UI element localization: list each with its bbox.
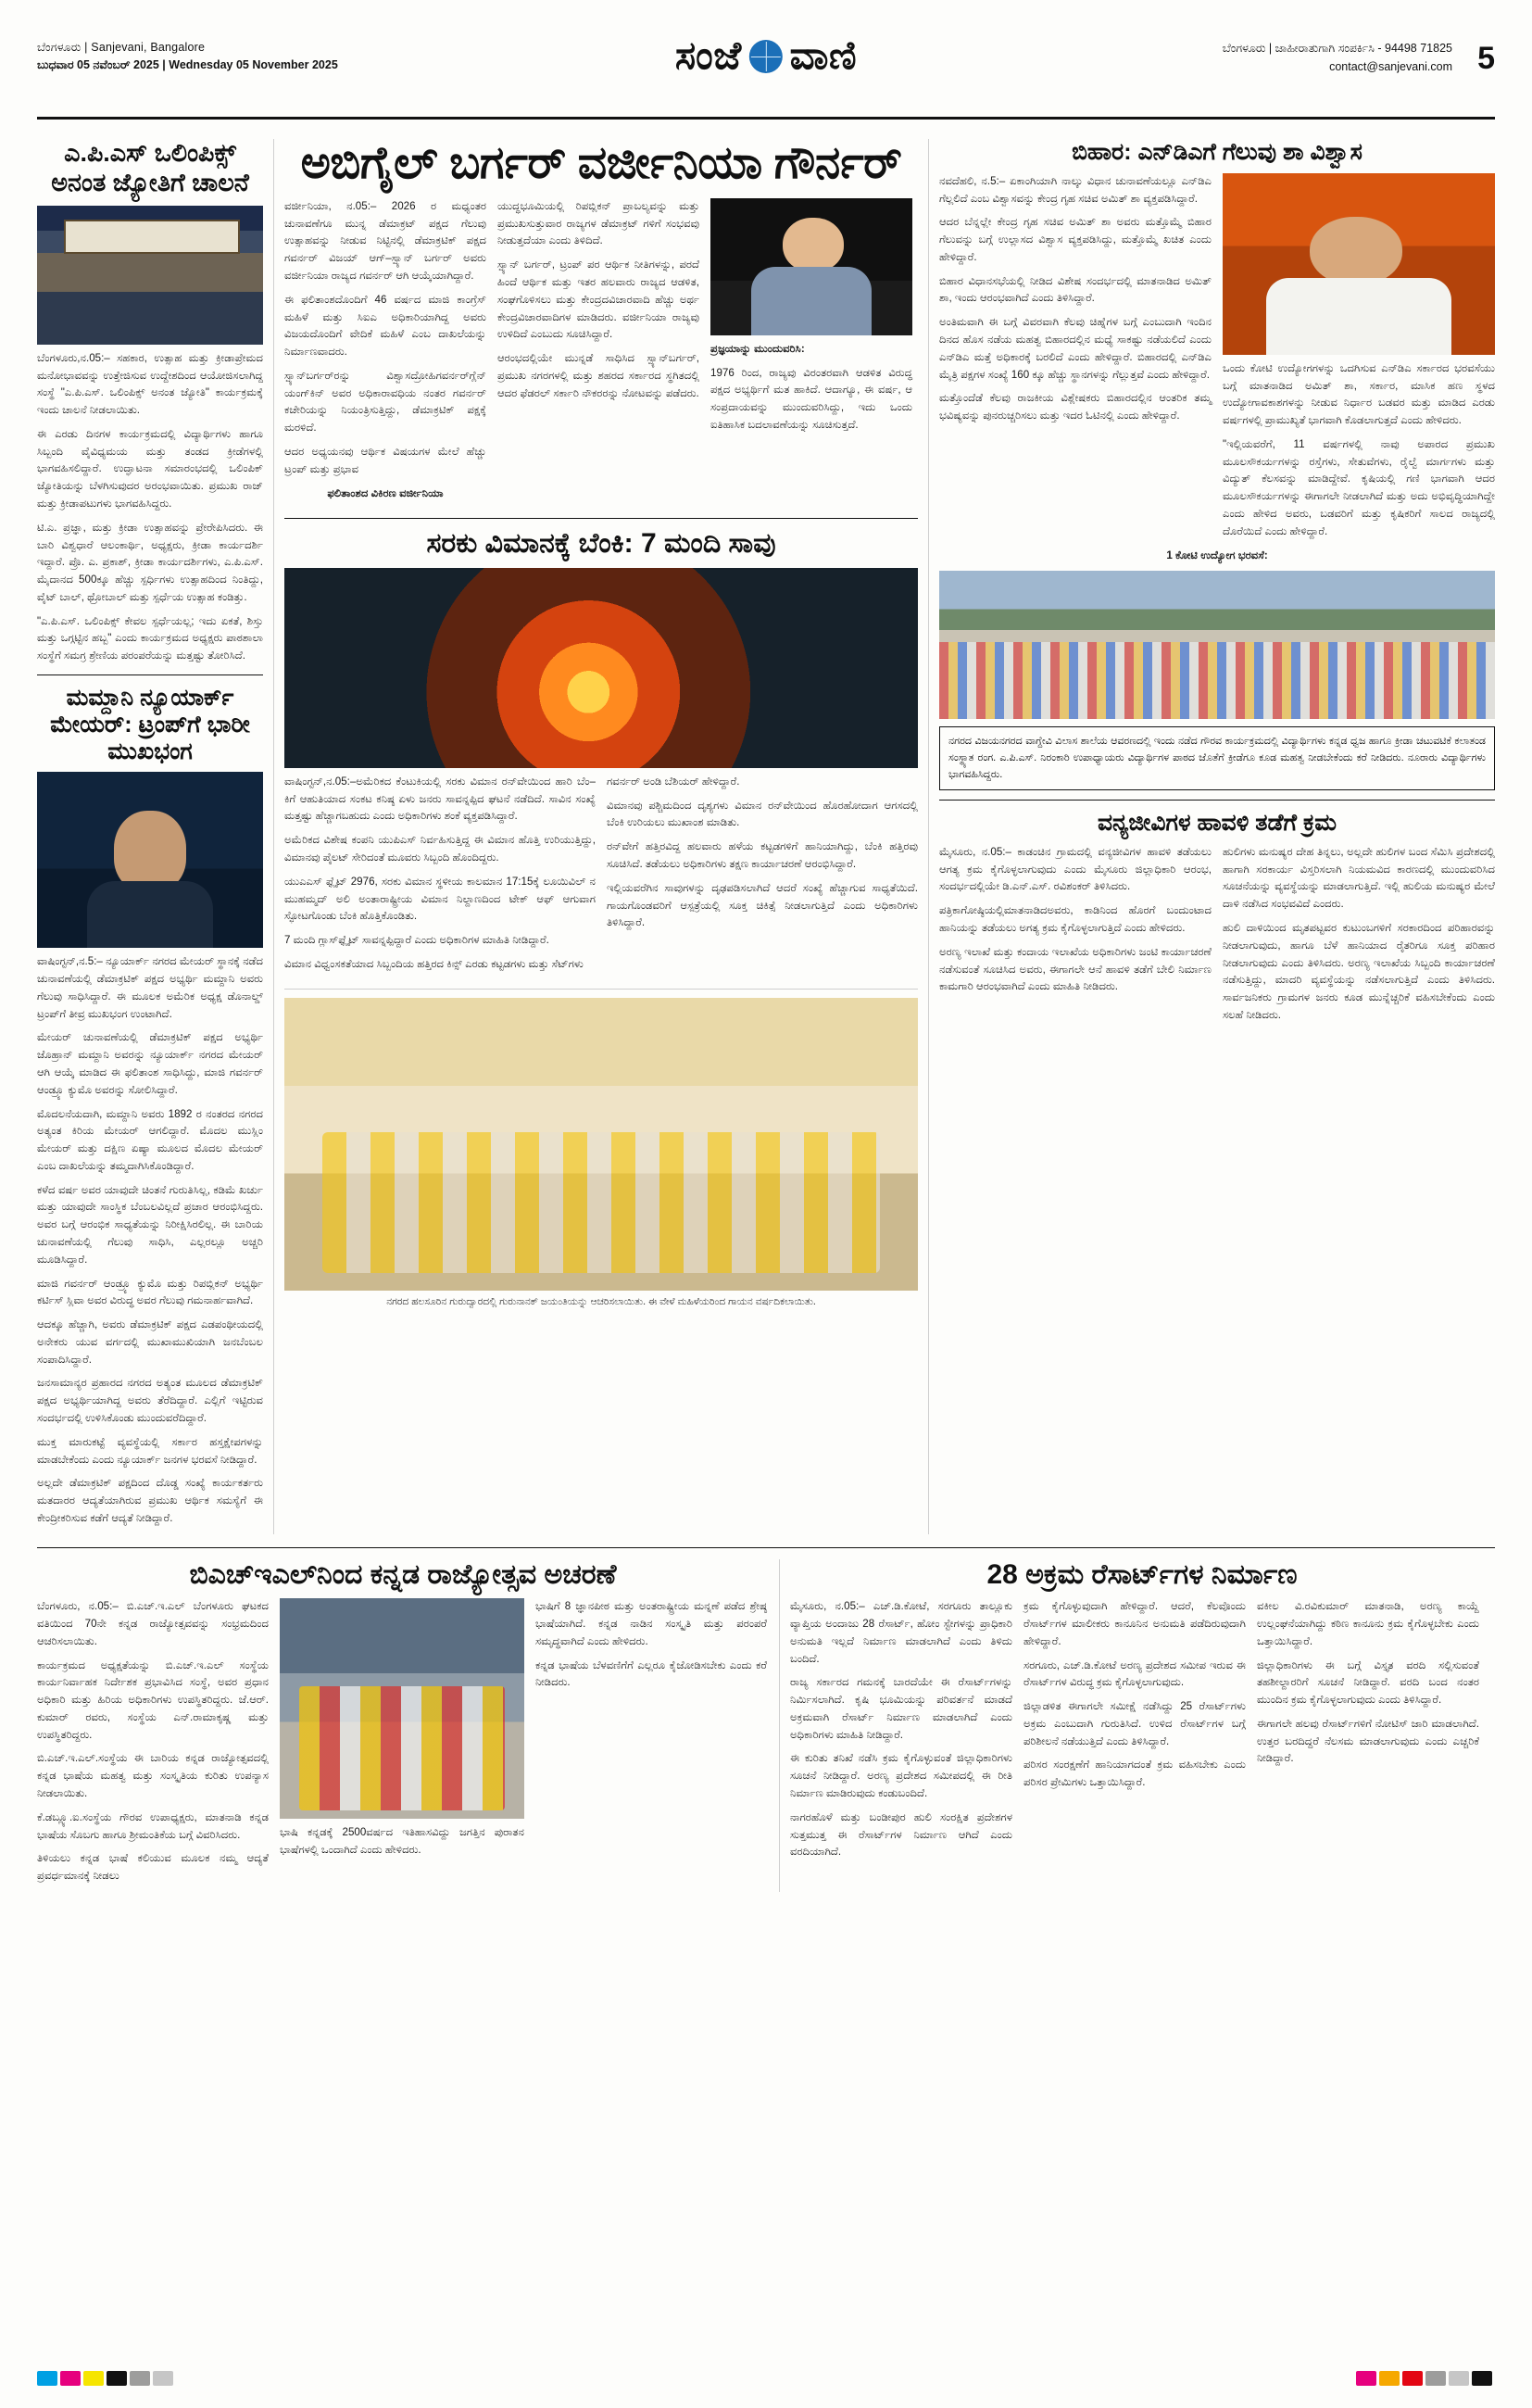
swatch-black [107, 2371, 127, 2386]
bihar-headline: ಬಿಹಾರ: ಎನ್‌ಡಿಎಗೆ ಗೆಲುವು ಶಾ ವಿಶ್ವಾಸ [1072, 139, 1362, 165]
masthead-edition-en: ಬೆಂಗಳೂರು | Sanjevani, Bangalore [37, 41, 206, 54]
swatch-red [1402, 2371, 1423, 2386]
column-divider [928, 139, 929, 1534]
wildlife-text-left [939, 844, 1212, 1031]
fire-rpara-1: ಗವರ್ನರ್ ಅಂಡಿ ಬೆಶಿಯರ್ ಹೇಳಿದ್ದಾರೆ. [607, 775, 740, 788]
masthead-left-info [37, 39, 338, 75]
mass-gathering-photo [939, 571, 1495, 719]
divider [37, 674, 263, 675]
crowd-box-caption: ನಗರದ ವಿಜಯನಗರದ ವಾಗ್ದೇವಿ ವಿಲಾಸ ಶಾಲೆಯ ಆವರಣದಲ್ಲಿ ಇಂದು ನಡೆದ ಗೌರವ ಕಾರ್ಯಕ್ರಮದಲ್ಲಿ ವಿದ್ಯಾರ್ಥಿಗಳು ಕನ್ನಡ ಧ್ವಜ ಹಾಗೂ ಕ್ರೀಡಾ ಚಟುವಟಿಕೆ ಕಲಾತಂಡ ಸಂಸ್ಥ್ಯಾತ ರಂಗ. ಎ.ಪಿ.ಎಸ್. ನಿರಂಕಾರಿ ಉಪಾಧ್ಯಾಯರು ವಿದ್ಯಾರ್ಥಿಗಳ ಪಾಠದ ಜೊತೆಗೆ ಕ್ರೀಡೆಗೂ ಕೂಡ ಮಹತ್ವ ನೀಡಬೇಕೆಂದು ಕರೆ ನೀಡಿದರು. ನೂರಾರು ವಿದ್ಯಾರ್ಥಿಗಳು ಭಾಗವಹಿಸಿದ್ದರು. [939, 726, 1495, 790]
swatches-left [37, 2371, 1495, 2386]
abigail-spanberger-photo [710, 198, 912, 335]
fire-para-4: 7 ಮಂದಿ ಗ್ಲಾಸ್‌ಫ್ಲೈಟ್ ಸಾವನ್ನಪ್ಪಿದ್ದಾರೆ ಎಂದು ಅಧಿಕಾರಿಗಳ ಮಾಹಿತಿ ನೀಡಿದ್ದಾರೆ. [284, 934, 549, 947]
resorts-headline: 28 ಅಕ್ರಮ ರೆಸಾರ್ಟ್‌ಗಳ ನಿರ್ಮಾಣ [986, 1558, 1298, 1590]
bhel-para-6: ಭಾಷಿಗೆ 8 ಜ್ಞಾನಪೀಠ ಮತ್ತು ಅಂತರಾಷ್ಟ್ರೀಯ ಮನ್ನಣೆ ಪಡೆದ ಶ್ರೇಷ್ಠ ಭಾಷೆಯಾಗಿದೆ. ಕನ್ನಡ ನಾಡಿನ ಸಂಸ್ಕೃತಿ ಮತ್ತು ಪರಂಪರೆ ಸಮೃದ್ಧವಾಗಿದೆ ಎಂದು ಹೇಳಿದರು. [535, 1600, 767, 1647]
wildlife-rpara-2: ಹುಲಿ ದಾಳಿಯಿಂದ ಮೃತಪಟ್ಟವರ ಕುಟುಂಬಗಳಿಗೆ ಸರಕಾರದಿಂದ ಪರಿಹಾರವನ್ನು ನೀಡಲಾಗುವುದು, ಹಾಗೂ ಬೆಳೆ ಹಾನಿಯಾದ ರೈತರಿಗೂ ಸೂಕ್ತ ಪರಿಹಾರ ನೀಡಲಾಗುವುದು ಎಂದು ತಿಳಿಸಿದರು. ಅರಣ್ಯ ಇಲಾಖೆಯ ಸಿಬ್ಬಂದಿ ಕಾರ್ಯಾಚರಣೆ ನಡೆಸುತ್ತಿದ್ದು, ಮಾದರಿ ವ್ಯವಸ್ಥೆಯನ್ನು ನಡೆಸಲಾಗುತ್ತಿದೆ ಎಂದು ತಿಳಿಸಿದರು. ಸಾರ್ವಜನಿಕರು ಗ್ರಾಮಗಳ ಜನರು ಕೂಡ ಮುನ್ನೆಚ್ಚರಿಕೆ ವಹಿಸಬೇಕೆಂದು ಎಂದು ಸಲಹೆ ನೀಡಿದರು. [1223, 922, 1495, 1021]
divider [284, 518, 918, 519]
abigail-para-1: ವರ್ಜೀನಿಯಾ, ನ.05:– 2026 ರ ಮಧ್ಯಂತರ ಚುನಾವಣೆಗೂ ಮುನ್ನ ಡೆಮಾಕ್ರಟ್ ಪಕ್ಷದ ಗೆಲುವು ಉತ್ಸಾಹವನ್ನು ನೀಡುವ ನಿಟ್ಟಿನಲ್ಲಿ ಡೆಮಾಕ್ರಟಿಕ್ ಪಕ್ಷದ ಗವರ್ನರ್ ವಿಜಯ್ ಆಗ್–ಸ್ಪ್ಯಾನ್ ಬರ್ಗರ್ ಅವರು ವರ್ಜೀನಿಯಾ ರಾಜ್ಯದ ಗವರ್ನರ್ ಆಗಿ ಆಯ್ಕೆಯಾಗಿದ್ದಾರೆ. [284, 199, 486, 283]
column-divider [779, 1559, 780, 1892]
masthead-email: contact@sanjevani.com [1329, 60, 1452, 73]
aps-para-3: ಟಿ.ಎ. ಪ್ರಜ್ಞಾ, ಮತ್ತು ಕ್ರೀಡಾ ಉತ್ಸಾಹವನ್ನು ಪ್ರೇರೇಪಿಸಿದರು. ಈ ಬಾರಿ ವಿಶ್ವಧಾರೆ ಆಲಂಕಾರ್ಥಿ, ಅಧ್ಯಕ್ಷರು, ಕ್ರೀಡಾ ಕಾರ್ಯದರ್ಶಿ ಇದ್ದಾರೆ. ಪ್ರೊ. ಎ. ಪ್ರಕಾಶ್, ಕ್ರೀಡಾ ಕಾರ್ಯದರ್ಶಿಗಳು, ಎ.ಪಿ.ಎಸ್. ಮೈದಾನದ 500ಕ್ಕೂ ಹೆಚ್ಚು ಸ್ಪರ್ಧಿಗಳು ಉತ್ಸಾಹದಿಂದ ನಿಂತಿದ್ದು, ವೈಟ್ ಬಾಲ್, ಥ್ರೋಬಾಲ್ ಮತ್ತು ಸ್ಪರ್ಧೆಯ ಉತ್ಸಾಹ ಕಂಡಿತ್ತು. [37, 521, 263, 603]
mamdani-para-5: ಮಾಜಿ ಗವರ್ನರ್ ಆಂಡ್ರ್ಯೂ ಕ್ಯುಮೊ ಮತ್ತು ರಿಪಬ್ಲಿಕನ್ ಅಭ್ಯರ್ಥಿ ಕರ್ಟಿಸ್ ಸ್ಲಿವಾ ಅವರ ವಿರುದ್ಧ ಅವರ ಗೆಲುವು ಗಮನಾರ್ಹವಾಗಿದೆ. [37, 1277, 263, 1307]
resorts-col-1 [790, 1598, 1012, 1868]
bhel-headline: ಬಿಎಚ್‌ಇಎಲ್‌ನಿಂದ ಕನ್ನಡ ರಾಜ್ಯೋತ್ಸವ ಅಚರಣೆ [189, 1558, 617, 1590]
swatch-light-grey-2 [1449, 2371, 1469, 2386]
fire-rpara-2: ವಿಮಾನವು ಪಶ್ಚಿಮದಿಂದ ದೃಶ್ಯಗಳು ವಿಮಾನ ರನ್‌ವೇಯಿಂದ ಹೊರಹೋದಾಗ ಆಗಸದಲ್ಲಿ ಬೆಂಕಿ ಉರಿಯಲು ಮುಖಾಂಶ ಮಾಡಿತು. [607, 799, 918, 829]
swatch-black-2 [1472, 2371, 1492, 2386]
mamdani-headline: ಮಮ್ದಾನಿ ನ್ಯೂಯಾರ್ಕ್ ಮೇಯರ್: ಟ್ರಂಪ್‌ಗೆ ಭಾರೀ ಮುಖಭಂಗ [50, 685, 250, 764]
resorts-para-3: ಈ ಕುರಿತು ತನಿಖೆ ನಡೆಸಿ ಕ್ರಮ ಕೈಗೊಳ್ಳುವಂತೆ ಜಿಲ್ಲಾಧಿಕಾರಿಗಳು ಸೂಚನೆ ನೀಡಿದ್ದಾರೆ. ಅರಣ್ಯ ಪ್ರದೇಶದ ಸಮೀಪದಲ್ಲಿ ಈ ರೀತಿ ನಿರ್ಮಾಣ ಮಾಡಿರುವುದು ಕಂಡುಬಂದಿದೆ. [790, 1752, 1012, 1799]
abigail-text-left [284, 198, 486, 510]
abigail-photo-col [710, 198, 912, 510]
bihar-para-1: ನವದೆಹಲಿ, ನ.5:– ಏಕಾಂಗಿಯಾಗಿ ನಾಲ್ಕು ವಿಧಾನ ಚುನಾವಣೆಯಲ್ಲೂ ಎನ್‌ಡಿಎ ಗೆಲ್ಲಲಿದೆ ಎಂಬ ವಿಶ್ವಾಸವನ್ನು ಕೇಂದ್ರ ಗೃಹ ಸಚಿವ ಅಮಿತ್ ಶಾ ವ್ಯಕ್ತಪಡಿಸಿದ್ದಾರೆ. [939, 174, 1212, 205]
swatch-grey [130, 2371, 150, 2386]
swatch-orange [1379, 2371, 1400, 2386]
bhel-photo-col [280, 1598, 524, 1892]
cargo-fire-headline: ಸರಕು ವಿಮಾನಕ್ಕೆ ಬೆಂಕಿ: 7 ಮಂದಿ ಸಾವು [426, 528, 776, 560]
section-divider [37, 1547, 1495, 1548]
abigail-headline: ಅಬಿಗೈಲ್ ಬರ್ಗರ್ ವರ್ಜೀನಿಯಾ ಗೌರ್ನರ್ [300, 138, 902, 188]
bhel-para-3: ಬಿ.ಎಚ್.ಇ.ಎಲ್.ಸಂಸ್ಥೆಯ ಈ ಬಾರಿಯ ಕನ್ನಡ ರಾಜ್ಯೋತ್ಸವದಲ್ಲಿ ಕನ್ನಡ ಭಾಷೆಯ ಮಹತ್ವ ಮತ್ತು ಸಂಸ್ಕೃತಿಯ ಕುರಿತು ಉಪನ್ಯಾಸ ನೀಡಲಾಯಿತು. [37, 1752, 269, 1799]
mamdani-para-6: ಆದಕ್ಕೂ ಹೆಚ್ಚಾಗಿ, ಅವರು ಡೆಮಾಕ್ರಟಿಕ್ ಪಕ್ಷದ ಎಡಪಂಥೀಯದಲ್ಲಿ ಅನೇಕರು ಯುವ ವರ್ಗದಲ್ಲಿ ಮುಖಾಮುಖಿಯಾಗಿ ಜನಬೆಂಬಲ ಸಂಪಾದಿಸಿದ್ದಾರೆ. [37, 1318, 263, 1366]
resorts-para-9: ವಕೀಲ ವಿ.ರವಿಕುಮಾರ್ ಮಾತನಾಡಿ, ಅರಣ್ಯ ಕಾಯ್ದೆ ಉಲ್ಲಂಘನೆಯಾಗಿದ್ದು ಕಠಿಣ ಕಾನೂನು ಕ್ರಮ ಕೈಗೊಳ್ಳಬೇಕು ಎಂದು ಒತ್ತಾಯಿಸಿದ್ದಾರೆ. [1257, 1600, 1479, 1647]
resorts-para-1: ಮೈಸೂರು, ನ.05:– ಎಚ್.ಡಿ.ಕೋಟೆ, ಸರಗೂರು ತಾಲ್ಲೂಕು ವ್ಯಾಪ್ತಿಯ ಅಂದಾಜು 28 ರೆಸಾರ್ಟ್, ಹೋಂ ಸ್ಟೇಗಳನ್ನು ಪ್ರಾಧಿಕಾರಿ ಅನುಮತಿ ಇಲ್ಲದೆ ನಿರ್ಮಾಣ ಮಾಡಲಾಗಿದೆ ಎಂದು ತಿಳಿದು ಬಂದಿದೆ. [790, 1600, 1012, 1665]
masthead-title-part2: ವಾಣಿ [789, 33, 858, 77]
abigail-fact-title: ಪ್ರಜ್ಞಯಾನ್ನು ಮುಂದುವರಿಸಿ: [710, 342, 805, 355]
wildlife-rpara-1: ಹುಲಿಗಳು ಮನುಷ್ಯರ ದೇಹ ತಿನ್ನಲು, ಅಲ್ಲದೇ ಹುಲಿಗಳ ಬಂದ ಸೆಮಿಸಿ ಪ್ರದೇಶದಲ್ಲಿ ಹಾಗಾಗಿ ಸರಕಾರ್ಯ ವಿಸ್ತರಿಸಲಾಗಿ ನಿಯಮವಿದ ಕಾರಣದಲ್ಲಿ ಮುಂದುವರಿಸಿದ ಸೂಚನೆಯನ್ನು ವ್ಯವಸ್ಥೆಯನ್ನು ಮಾಡಲಾಗುತ್ತಿದೆ. ಇಲ್ಲಿ ಹುಲಿಯ ಮನುಷ್ಯರ ಮೇಲೆ ದಾಳಿ ನಡೆಸಿದ ಸಂಭವವಿದೆ ಎಂದರು. [1223, 845, 1495, 911]
column-divider [273, 139, 274, 1534]
page-number: 5 [1477, 41, 1495, 76]
masthead-contact [1223, 39, 1452, 76]
fire-rpara-4: ಇಲ್ಲಿಯವರೆಗಿನ ಸಾವುಗಳನ್ನು ದೃಢಪಡಿಸಲಾಗಿದೆ ಆದರೆ ಸಂಖ್ಯೆ ಹೆಚ್ಚಾಗುವ ಸಾಧ್ಯತೆಯಿದೆ. ಗಾಯಗೊಂಡವರಿಗೆ ಆಸ್ಪತ್ರೆಯಲ್ಲಿ ಸೂಕ್ತ ಚಿಕಿತ್ಸೆ ನೀಡಲಾಗುತ್ತಿದೆ ಎಂದು ಅಧಿಕಾರಿಗಳು ತಿಳಿಸಿದ್ದಾರೆ. [607, 881, 918, 929]
bihar-right-2: "ಇಲ್ಲಿಯವರೆಗೆ, 11 ವರ್ಷಗಳಲ್ಲಿ ನಾವು ಅಪಾರದ ಪ್ರಮುಖ ಮೂಲಸೌಕರ್ಯಗಳನ್ನು ರಸ್ತೆಗಳು, ಸೇತುವೆಗಳು, ರೈಲ್ವೆ ಮಾರ್ಗಗಳು ಮತ್ತು ವಿದ್ಯುತ್ ಕೆಲಸವನ್ನು ಮಾಡಿದ್ದೇವೆ. ಕೃಷಿಯಲ್ಲಿ ಗಣಿ ಭಾಗವಾಗಿ ಆದರ ಮೂಲಸೌಕರ್ಯಗಳನ್ನು ಈಗಾಗಲೇ ನೀಡಲಾಗಿದೆ ಮತ್ತು ಅದು ಅಭಿವೃದ್ಧಿಯಾಗಿದ್ದೇ ಎಂದು ಹೇಳಿದ ಅವರು, ಬಡವರಿಗೆ ಮತ್ತು ಕೃಷಿಕರಿಗೆ ಸಾಲದ ರಾಜ್ಯದಲ್ಲಿ ದೊರೆಯಿದೆ ಎಂದು ಹೇಳಿದ್ದಾರೆ. [1223, 437, 1495, 537]
gurudwara-kirtan-photo [284, 998, 918, 1291]
swatch-grey-2 [1425, 2371, 1446, 2386]
resorts-para-2: ರಾಜ್ಯ ಸರ್ಕಾರದ ಗಮನಕ್ಕೆ ಬಾರದೆಯೇ ಈ ರೆಸಾರ್ಟ್‌ಗಳನ್ನು ನಿರ್ಮಿಸಲಾಗಿದೆ. ಕೃಷಿ ಭೂಮಿಯನ್ನು ಪರಿವರ್ತನೆ ಮಾಡದೆ ಅಕ್ರಮವಾಗಿ ರೆಸಾರ್ಟ್ ನಿರ್ಮಾಣ ಮಾಡಲಾಗಿದೆ ಎಂದು ಅಧಿಕಾರಿಗಳು ಮಾಹಿತಿ ನೀಡಿದ್ದಾರೆ. [790, 1676, 1012, 1741]
abigail-mid-1: ಯುದ್ಧಭೂಮಿಯಲ್ಲಿ ರಿಪಬ್ಲಿಕನ್ ಪ್ರಾಬಲ್ಯವನ್ನು ಮತ್ತು ಪ್ರಮುಖಸುತ್ತುವಾರ ರಾಜ್ಯಗಳ ಡೆಮಾಕ್ರಟ್ ಗಳಿಗೆ ಸಂಭವವು ನೀಡುತ್ತದೆಯಾ ಎಂದು ತಿಳಿದಿದೆ. [497, 199, 699, 247]
resorts-col-2 [1023, 1598, 1246, 1868]
abigail-mid-2: ಸ್ಪ್ಯಾನ್ ಬರ್ಗರ್, ಟ್ರಂಪ್ ಪರ ಆರ್ಥಿಕ ನೀತಿಗಳನ್ನು, ಪರದೆ ಹಿಂದೆ ಆರ್ಥಿಕ ಮತ್ತು ಇತರ ಹಲವಾರು ರಾಜ್ಯದ ಆಡಳಿತ, ಸಂಘಗೊಳಿಸಲು ಮತ್ತು ಕೇಂದ್ರದವಿಚಾರವಾದಿ ಹೆಚ್ಚು ಅರ್ಥ ಕೇಂದ್ರವಿಚಾರವಾದಿಗಳ ಮಾಡಿದರು. ವರ್ಜೀನಿಯಾ ರಾಜ್ಯವು ಉಳಿದಿದೆ ಎಂಬುದು ಸೂಚಿಸಿದ್ದಾರೆ. [497, 258, 699, 341]
bhel-text-1 [37, 1598, 269, 1892]
registration-marks [37, 2371, 1495, 2386]
abigail-caption-left: ಫಲಿತಾಂಶದ ವಿಕಿರಣ ವರ್ಜೀನಿಯಾ [327, 486, 444, 499]
cargo-plane-fire-photo [284, 568, 918, 768]
resorts-col-3 [1257, 1598, 1479, 1868]
fire-text-right [607, 774, 918, 980]
globe-icon [749, 40, 783, 73]
swatch-magenta [60, 2371, 81, 2386]
fire-para-2: ಅಮೆರಿಕದ ವಿಶೇಷ ಕಂಪನಿ ಯುಪಿಎಸ್ ನಿರ್ವಹಿಸುತ್ತಿದ್ದ ಈ ವಿಮಾನ ಹೊತ್ತಿ ಉರಿಯುತ್ತಿದ್ದು, ವಿಮಾನವು ಪೈಲಟ್ ಸೇರಿದಂತೆ ಮೂವರು ಸಿಬ್ಬಂದಿ ಹೊಂದಿದ್ದರು. [284, 834, 596, 864]
divider [939, 800, 1495, 801]
wildlife-para-3: ಅರಣ್ಯ ಇಲಾಖೆ ಮತ್ತು ಕಂದಾಯ ಇಲಾಖೆಯ ಅಧಿಕಾರಿಗಳು ಜಂಟಿ ಕಾರ್ಯಾಚರಣೆ ನಡೆಸುವಂತೆ ಸೂಚಿಸಿದ ಅವರು, ಈಗಾಗಲೇ ಆನೆ ಹಾವಳಿ ತಡೆಗೆ ಬೇಲಿ ನಿರ್ಮಾಣ ಕಾಮಗಾರಿ ಆರಂಭವಾಗಿದೆ ಎಂದು ಮಾಹಿತಿ ನೀಡಿದರು. [939, 945, 1212, 993]
swatches-right [1356, 2371, 1495, 2386]
fire-text-left [284, 774, 596, 980]
bhel-para-7: ಕನ್ನಡ ಭಾಷೆಯ ಬೆಳವಣಿಗೆಗೆ ಎಲ್ಲರೂ ಕೈಜೋಡಿಸಬೇಕು ಎಂದು ಕರೆ ನೀಡಿದರು. [535, 1658, 767, 1689]
fire-para-3: ಯುಎಎಸ್ ಫ್ಲೈಟ್ 2976, ಸರಕು ವಿಮಾನ ಸ್ಥಳೀಯ ಕಾಲಮಾನ 17:15ಕ್ಕೆ ಲೂಯಿವಿಲ್ ನ ಮುಹಮ್ಮದ್ ಅಲಿ ಅಂತಾರಾಷ್ಟ್ರೀಯ ವಿಮಾನ ನಿಲ್ದಾಣದಿಂದ ಟೇಕ್ ಆಫ್ ಆಗುವಾಗ ಸ್ಫೋಟಗೊಂಡು ಬೆಂಕಿ ಹೊತ್ತಿಕೊಂಡಿತು. [284, 875, 596, 923]
bihar-text [939, 173, 1212, 548]
wildlife-text-right [1223, 844, 1495, 1031]
amit-shah-photo [1223, 173, 1495, 355]
bottom-left [37, 1559, 769, 1892]
bihar-para-3: ಬಿಹಾರ ವಿಧಾನಸಭೆಯಲ್ಲಿ ನೀಡಿದ ವಿಶೇಷ ಸಂದರ್ಭದಲ್ಲಿ ಮಾತನಾಡಿದ ಅಮಿತ್ ಶಾ, ಇಂದು ಆರಂಭವಾಗಿದೆ ಎಂದು ತಿಳಿಸಿದ್ದಾರೆ. [939, 274, 1212, 305]
mamdani-photo [37, 772, 263, 948]
mamdani-para-3: ಮೊದಲನೆಯದಾಗಿ, ಮಮ್ದಾನಿ ಅವರು 1892 ರ ನಂತರದ ನಗರದ ಅತ್ಯಂತ ಕಿರಿಯ ಮೇಯರ್ ಆಗಲಿದ್ದಾರೆ. ಮೊದಲ ಮುಸ್ಲಿಂ ಮೇಯರ್ ಮತ್ತು ದಕ್ಷಿಣ ಏಷ್ಯಾ ಮೂಲದ ಮೊದಲ ಮೇಯರ್ ಎಂಬ ದಾಖಲೆಯನ್ನು ತಮ್ಮದಾಗಿಸಿಕೊಂಡಿದ್ದಾರೆ. [37, 1107, 263, 1172]
resorts-para-4: ನಾಗರಹೊಳೆ ಮತ್ತು ಬಂಡೀಪುರ ಹುಲಿ ಸಂರಕ್ಷಿತ ಪ್ರದೇಶಗಳ ಸುತ್ತಮುತ್ತ ಈ ರೆಸಾರ್ಟ್‌ಗಳ ನಿರ್ಮಾಣ ಆಗಿದೆ ಎಂದು ವರದಿಯಾಗಿದೆ. [790, 1810, 1012, 1859]
fire-para-1: ವಾಷಿಂಗ್ಟನ್,ನ.05:–ಅಮೆರಿಕದ ಕೆಂಟುಕಿಯಲ್ಲಿ ಸರಕು ವಿಮಾನ ರನ್‌ವೇಯಿಂದ ಹಾರಿ ಬೆಂ– ಕಿಗೆ ಆಹುತಿಯಾದ ಸಂಕಟ ಕನಿಷ್ಠ ಏಳು ಜನರು ಸಾವನ್ನಪ್ಪಿದ ಘಟನೆ ನಡೆದಿದೆ. ಸಾವಿನ ಸಂಖ್ಯೆ ಮತ್ತಷ್ಟು ಹೆಚ್ಚಾಗಬಹುದು ಎಂದು ಅಧಿಕಾರಿಗಳು ಶಂಕೆ ವ್ಯಕ್ತಪಡಿಸಿದ್ದಾರೆ. [284, 775, 596, 823]
abigail-text-mid [497, 198, 699, 510]
swatch-magenta-2 [1356, 2371, 1376, 2386]
bihar-para-2: ಆದರ ಬೆನ್ನಲ್ಲೇ ಕೇಂದ್ರ ಗೃಹ ಸಚಿವ ಅಮಿತ್ ಶಾ ಅವರು ಮತ್ತೊಮ್ಮೆ ಬಿಹಾರ ಗೆಲುವನ್ನು ಬಗ್ಗೆ ಉಲ್ಲಾಸದ ವಿಶ್ವಾಸ ವ್ಯಕ್ತಪಡಿಸಿದ್ದು, ಮತ್ತೊಮ್ಮೆ ಖಚಿತ ಎಂದು ಹೇಳಿದ್ದಾರೆ. [939, 216, 1212, 263]
aps-olympics-photo [37, 206, 263, 345]
swatch-cyan [37, 2371, 57, 2386]
masthead-date: ಬುಧವಾರ 05 ನವೆಂಬರ್ 2025 | Wednesday 05 November 2025 [37, 58, 338, 72]
abigail-fact-1: 1976 ರಿಂದ, ರಾಜ್ಯವು ವಿರಂತರವಾಗಿ ಆಡಳಿತ ವಿರುದ್ಧ ಪಕ್ಷದ ಅಭ್ಯರ್ಥಿಗೆ ಮತ ಹಾಕಿದೆ. ಆದಾಗ್ಯೂ, ಈ ವರ್ಷ, ಆ ಸಂಪ್ರದಾಯವನ್ನು ಮುಂದುವರಿಸಿದ್ದು, ಇದು ಒಂದು ಐತಿಹಾಸಿಕ ಬದಲಾವಣೆಯನ್ನು ಸೂಚಿಸುತ್ತದೆ. [710, 366, 912, 432]
bottom-right [790, 1559, 1494, 1892]
aps-para-4: "ಎ.ಪಿ.ಎಸ್. ಒಲಿಂಪಿಕ್ಸ್ ಕೇವಲ ಸ್ಪರ್ಧೆಯಲ್ಲ; ಇದು ಏಕತೆ, ಶಿಸ್ತು ಮತ್ತು ಒಗ್ಗಟ್ಟಿನ ಹಬ್ಬ" ಎಂದು ಕಾರ್ಯಕ್ರಮದ ಅಧ್ಯಕ್ಷರು ಪಾಠಶಾಲಾ ಸಂಸ್ಥೆಗೆ ಸಮಗ್ರ ಶ್ರೇಣಿಯ ಪರಂಪರೆಯನ್ನು ಮತ್ತಷ್ಟು ತೋರಿಸಿದೆ. [37, 614, 263, 662]
bottom-region [37, 1559, 1495, 1892]
swatch-yellow [83, 2371, 104, 2386]
mamdani-para-1: ವಾಷಿಂಗ್ಟನ್,ನ.5:– ನ್ಯೂಯಾರ್ಕ್ ನಗರದ ಮೇಯರ್ ಸ್ಥಾನಕ್ಕೆ ನಡೆದ ಚುನಾವಣೆಯಲ್ಲಿ ಡೆಮಾಕ್ರಟಿಕ್ ಪಕ್ಷದ ಅಭ್ಯರ್ಥಿ ಮಮ್ದಾನಿ ಅವರು ಗೆಲುವು ಸಾಧಿಸಿದ್ದಾರೆ. ಈ ಮೂಲಕ ಅಮೆರಿಕ ಅಧ್ಯಕ್ಷ ಡೊನಾಲ್ಡ್ ಟ್ರಂಪ್‌ಗೆ ತೀವ್ರ ಮುಖಭಂಗ ಉಂಟಾಗಿದೆ. [37, 955, 263, 1020]
resorts-para-8: ಪರಿಸರ ಸಂರಕ್ಷಣೆಗೆ ಹಾನಿಯಾಗದಂತೆ ಕ್ರಮ ವಹಿಸಬೇಕು ಎಂದು ಪರಿಸರ ಪ್ರೇಮಿಗಳು ಒತ್ತಾಯಿಸಿದ್ದಾರೆ. [1023, 1759, 1246, 1789]
resorts-para-5: ಕ್ರಮ ಕೈಗೊಳ್ಳುವುದಾಗಿ ಹೇಳಿದ್ದಾರೆ. ಆದರೆ, ಕೆಲವೊಂದು ರೆಸಾರ್ಟ್‌ಗಳ ಮಾಲೀಕರು ಕಾನೂನಿನ ಅನುಮತಿ ಪಡೆದಿರುವುದಾಗಿ ಹೇಳಿದ್ದಾರೆ. [1023, 1600, 1246, 1647]
bhel-cap-para-1: ಭಾಷಿ ಕನ್ನಡಕ್ಕೆ 2500ವರ್ಷದ ಇತಿಹಾಸವಿದ್ದು ಜಗತ್ತಿನ ಪುರಾತನ ಭಾಷೆಗಳಲ್ಲಿ ಒಂದಾಗಿದೆ ಎಂದು ಹೇಳಿದರು. [280, 1826, 524, 1856]
abigail-para-3: ಸ್ಪ್ಯಾನ್‌ಬರ್ಗರ್‌ರನ್ನು ವಿಶ್ವಾಸದ್ರೋಹಿಗವರ್ನರ್‌ಗ್ಲೆನ್ ಯಂಗ್‌ಕಿನ್ ಅವರ ಅಧಿಕಾರಾವಧಿಯ ನಂತರ ಗವರ್ನರ್ ಕಚೇರಿಯನ್ನು ನಿಯಂತ್ರಿಸುತ್ತಿದ್ದು, ಡೆಮಾಕ್ರಟಿಕ್ ಪಕ್ಷಕ್ಕೆ ಮರಳಿದೆ. [284, 369, 486, 435]
abigail-para-2: ಈ ಫಲಿತಾಂಶದೊಂದಿಗೆ 46 ವರ್ಷದ ಮಾಜಿ ಕಾಂಗ್ರೆಸ್ ಮಹಿಳೆ ಮತ್ತು ಸಿಐಎ ಅಧಿಕಾರಿಯಾಗಿದ್ದ ಅವರು ವಿಜಯದೊಂದಿಗೆ ವೇದಿಕೆ ಮಹಿಳೆ ಎಂಬ ದಾಖಲೆಯನ್ನು ನಿರ್ಮಾಣವಾದರು. [284, 293, 486, 359]
bihar-photo-col [1223, 173, 1495, 548]
divider [284, 989, 918, 990]
bhel-para-5: ತಿಳಿಯಲು ಕನ್ನಡ ಭಾಷೆ ಕಲಿಯುವ ಮೂಲಕ ನಮ್ಮ ಆದ್ಯತೆ ಪ್ರವರ್ಧಮಾನಕ್ಕೆ ನೀಡಲು [37, 1852, 269, 1883]
bihar-right-1: ಒಂದು ಕೋಟಿ ಉದ್ಯೋಗಗಳನ್ನು ಒದಗಿಸುವ ಎನ್‌ಡಿಎ ಸರ್ಕಾರದ ಭರವಸೆಯು ಬಗ್ಗೆ ಮಾತನಾಡಿದ ಅಮಿತ್ ಶಾ, ಸರ್ಕಾರ, ಮಾಸಿಕ ಹಣ ಸ್ಥಳದ ಉದ್ಯೋಗಾವಕಾಶಗಳನ್ನು ನೀಡುವ ನಿರ್ಧಾರ ಬಡವರ ಮತ್ತು ಮಾಡಿದ ಎರಡು ವರ್ಷಗಳಲ್ಲಿ ಪ್ರಾಮುಖ್ಯತೆ ಭಾಗವಾಗಿ ಕೊಡಲಾಗುತ್ತದೆ ಎಂದು ಹೇಳಿದರು. [1223, 361, 1495, 427]
resorts-para-6: ಸರಗೂರು, ಎಚ್.ಡಿ.ಕೋಟೆ ಅರಣ್ಯ ಪ್ರದೇಶದ ಸಮೀಪ ಇರುವ ಈ ರೆಸಾರ್ಟ್‌ಗಳ ವಿರುದ್ಧ ಕ್ರಮ ಕೈಗೊಳ್ಳಲಾಗುವುದು. [1023, 1658, 1246, 1689]
column-right [939, 139, 1495, 1534]
aps-olympics-headline: ಎ.ಪಿ.ಎಸ್ ಒಲಿಂಪಿಕ್ಸ್ ಅನಂತ ಜ್ಯೋತಿಗೆ ಚಾಲನೆ [51, 139, 249, 196]
resorts-para-7: ಜಿಲ್ಲಾಡಳಿತ ಈಗಾಗಲೇ ಸಮೀಕ್ಷೆ ನಡೆಸಿದ್ದು 25 ರೆಸಾರ್ಟ್‌ಗಳು ಅಕ್ರಮ ಎಂಬುದಾಗಿ ಗುರುತಿಸಿದೆ. ಉಳಿದ ರೆಸಾರ್ಟ್‌ಗಳ ಬಗ್ಗೆ ಪರಿಶೀಲನೆ ನಡೆಯುತ್ತಿದೆ ಎಂದು ತಿಳಿಸಿದ್ದಾರೆ. [1023, 1700, 1246, 1747]
abigail-mid-3: ಆರಂಭದಲ್ಲಿಯೇ ಮುನ್ನಡೆ ಸಾಧಿಸಿದ ಸ್ಪ್ಯಾನ್‌ಬರ್ಗರ್, ಪ್ರಮುಖ ನಗರಗಳಲ್ಲಿ ಮತ್ತು ಶಹರದ ಸರ್ಕಾರದ ಸ್ಥಗಿತದಲ್ಲಿ ಆದರ ಫೆಡರಲ್ ಸರ್ಕಾರಿ ನೌಕರರನ್ನು ನೋಟವನ್ನು ಪಡೆದರು. [497, 352, 699, 399]
mamdani-para-2: ಮೇಯರ್ ಚುನಾವಣೆಯಲ್ಲಿ ಡೆಮಾಕ್ರಟಿಕ್ ಪಕ್ಷದ ಅಭ್ಯರ್ಥಿ ಜೊಹ್ರಾನ್ ಮಮ್ದಾನಿ ಅವರನ್ನು ನ್ಯೂಯಾರ್ಕ್ ನಗರದ ಮೇಯರ್ ಆಗಿ ಆಯ್ಕೆ ಮಾಡಿದ ಈ ಫಲಿತಾಂಶ ಸಾಧಿಸಿದ್ದು, ಮಾಜಿ ಗವರ್ನರ್ ಆಂಡ್ರ್ಯೂ ಕ್ಯುಮೊ ಅವರನ್ನು ಸೋಲಿಸಿದ್ದಾರೆ. [37, 1031, 263, 1096]
column-left [37, 139, 263, 1534]
fire-para-5: ವಿಮಾನ ವಿಧ್ವಂಸಕತೆಯಾದ ಸಿಬ್ಬಂದಿಯ ಹತ್ತಿರದ ಕಿನ್ಸ್ ಎರಡು ಕಟ್ಟಡಗಳು ಮತ್ತು ಸೆಟ್‌ಗಳು [284, 957, 584, 970]
masthead-title [675, 33, 857, 79]
masthead-title-part1: ಸಂಜೆ [674, 33, 742, 77]
mamdani-para-7: ಜನಸಾಮಾನ್ಯರ ಪ್ರಹಾರದ ನಗರದ ಅತ್ಯಂತ ಮೂಲದ ಡೆಮಾಕ್ರಟಿಕ್ ಪಕ್ಷದ ಅಭ್ಯರ್ಥಿಯಾಗಿದ್ದ ಅವರು ತೆರೆದಿದ್ದಾರೆ. ಎಲ್ಲಿಗೆ ಇಟ್ಟಿರುವ ಸಂದರ್ಭದಲ್ಲಿ ಉಳಿಸಿಕೊಂಡು ಮುಂದುವರೆದಿದ್ದಾರೆ. [37, 1377, 263, 1424]
bhel-rajyotsava-photo [280, 1598, 524, 1819]
wildlife-para-2: ಪತ್ರಿಕಾಗೋಷ್ಠಿಯಲ್ಲಿಮಾತನಾಡಿದಅವರು, ಕಾಡಿನಿಂದ ಹೊರಗೆ ಬಂದುಂಟಾದ ಹಾನಿಯನ್ನು ತಡೆಯಲು ಅಗತ್ಯ ಕ್ರಮ ಕೈಗೊಳ್ಳಲಾಗುತ್ತಿದೆ ಎಂದು ಹೇಳಿದರು. [939, 904, 1212, 934]
bihar-para-5: ಮತ್ತೊಂದೆಡೆ ಕೆಲವು ರಾಜಕೀಯ ವಿಶ್ಲೇಷಕರು ಬಿಹಾರದಲ್ಲಿನ ಆಂತರಿಕ ತಮ್ಮ ಭವಿಷ್ಯವನ್ನು ಪುನರುಚ್ಚರಿಸಲು ಮತ್ತು ಇದರ ಓಟಿನಲ್ಲಿ ಎಂದು ಹೇಳಿದ್ದಾರೆ. [939, 392, 1212, 422]
mamdani-para-8: ಮುಕ್ತ ಮಾರುಕಟ್ಟೆ ವ್ಯವಸ್ಥೆಯಲ್ಲಿ ಸರ್ಕಾರ ಹಸ್ತಕ್ಷೇಪಗಳನ್ನು ಮಾಡಬೇಕೆಂದು ಎಂದು ನ್ಯೂಯಾರ್ಕ್ ಜನಗಳ ಭರವಸೆ ನೀಡಿದ್ದಾರೆ. [37, 1435, 263, 1466]
bhel-text-2 [535, 1598, 767, 1892]
wildlife-para-1: ಮೈಸೂರು, ನ.05:– ಕಾಡಂಚಿನ ಗ್ರಾಮದಲ್ಲಿ ವನ್ಯಜೀವಿಗಳ ಹಾವಳಿ ತಡೆಯಲು ಆಗತ್ಯ ಕ್ರಮ ಕೈಗೊಳ್ಳಲಾಗುವುದು ಎಂದು ಮೈಸೂರು ಜಿಲ್ಲಾಧಿಕಾರಿ ಆರಂಭ, ಸಂದರ್ಭದಲ್ಲಿಯೇ ಡಿ.ಎನ್.ಎಸ್. ರವಿಶಂಕರ್ ತಿಳಿಸಿದರು. [939, 845, 1212, 893]
bihar-para-4: ಅಂತಿಮವಾಗಿ ಈ ಬಗ್ಗೆ ವಿವರವಾಗಿ ಕೆಲವು ಚಿಹ್ನೆಗಳ ಬಗ್ಗೆ ಎಂಬುದಾಗಿ ಇಂದಿನ ದಿನದ ಹೊಸ ನಡೆಯ ಮಹತ್ವ ಬಿಹಾರದಲ್ಲಿನ ಮಧ್ಯೆ ಸಾಕಷ್ಟು ನಡೆಯಲಿದೆ ಎಂದು ಎನ್‌ಡಿಎ ಮತ್ತೆ ಅಧಿಕಾರಕ್ಕೆ ಬರಲಿದೆ ಎಂದು ಹೇಳಿದ್ದಾರೆ. ಬಿಹಾರದಲ್ಲಿ ಎನ್‌ಡಿಎ ಮೈತ್ರಿ ಪಕ್ಷಗಳ ಸಂಖ್ಯೆ 160 ಕ್ಕೂ ಹೆಚ್ಚು ಸ್ಥಾನಗಳನ್ನು ಗೆಲ್ಲುತ್ತವೆ ಎಂದು ಹೇಳಿದ್ದಾರೆ. [939, 316, 1212, 381]
crowd-subcaption: 1 ಕೋಟಿ ಉದ್ಯೋಗ ಭರವಸೆ: [1166, 548, 1268, 561]
masthead-ad-contact: ಬೆಂಗಳೂರು | ಜಾಹೀರಾತುಗಾಗಿ ಸಂಪರ್ಕಿಸಿ - 94498 71825 [1222, 42, 1452, 55]
mamdani-para-9: ಅಲ್ಲದೇ ಡೆಮಾಕ್ರಟಿಕ್ ಪಕ್ಷದಿಂದ ದೊಡ್ಡ ಸಂಖ್ಯೆ ಕಾರ್ಯಕರ್ತರು ಮತದಾರರ ಆದ್ಯತೆಯಾಗಿರುವ ಪ್ರಮುಖ ಆರ್ಥಿಕ ಸಮಸ್ಯೆಗೆ ಈ ಕೇಂದ್ರೀಕರಿಸುವ ಕಡೆಗೆ ಆದ್ಯತೆ ನೀಡಿದ್ದಾರೆ. [37, 1477, 263, 1524]
bhel-para-2: ಕಾರ್ಯಕ್ರಮದ ಅಧ್ಯಕ್ಷತೆಯನ್ನು ಬಿ.ಎಚ್.ಇ.ಎಲ್ ಸಂಸ್ಥೆಯ ಕಾರ್ಯನಿರ್ವಾಹಕ ನಿರ್ದೇಶಕ ಪ್ರಭಾವಿಸಿದ ಸಂಸ್ಥೆ, ಅವರ ಪ್ರಧಾನ ಅಧಿಕಾರಿ ಮತ್ತು ಹಿರಿಯ ಅಧಿಕಾರಿಗಳು ಉಪಸ್ಥಿತರಿದ್ದರು. ಜೆ.ಆರ್. ಕುಮಾರ್ ರವರು, ಸಂಸ್ಥೆಯ ಎನ್.ರಾಮಾಕೃಷ್ಣ ಮತ್ತು ಉಪಸ್ಥಿತರಿದ್ದರು. [37, 1658, 269, 1741]
column-center [284, 139, 918, 1534]
bhel-para-1: ಬೆಂಗಳೂರು, ನ.05:– ಬಿ.ಎಚ್.ಇ.ಎಲ್ ಬೆಂಗಳೂರು ಘಟಕದ ವತಿಯಿಂದ 70ನೇ ಕನ್ನಡ ರಾಜ್ಯೋತ್ಸವವನ್ನು ಸಂಭ್ರಮದಿಂದ ಆಚರಿಸಲಾಯಿತು. [37, 1600, 269, 1647]
top-region [37, 139, 1495, 1534]
wildlife-headline: ವನ್ಯಜೀವಿಗಳ ಹಾವಳಿ ತಡೆಗೆ ಕ್ರಮ [1097, 810, 1337, 837]
resorts-para-11: ಈಗಾಗಲೇ ಹಲವು ರೆಸಾರ್ಟ್‌ಗಳಿಗೆ ನೋಟಿಸ್ ಜಾರಿ ಮಾಡಲಾಗಿದೆ. ಉತ್ತರ ಬರದಿದ್ದರೆ ನೆಲಸಮ ಮಾಡಲಾಗುವುದು ಎಂದು ಎಚ್ಚರಿಕೆ ನೀಡಿದ್ದಾರೆ. [1257, 1717, 1479, 1765]
mamdani-para-4: ಕಳೆದ ವರ್ಷ ಅವರ ಯಾವುದೇ ಚಿಂತನೆ ಗುರುತಿಸಿಲ್ಲ, ಕಡಿಮೆ ಖರ್ಚು ಮತ್ತು ಯಾವುದೇ ಸಾಂಸ್ಥಿಕ ಬೆಂಬಲವಿಲ್ಲದೆ ಪ್ರಚಾರ ಆರಂಭಿಸಿದ್ದರು. ಅವರ ಬಗ್ಗೆ ಆರಂಭಿಕ ಸಾಧ್ಯತೆಯನ್ನು ನಿರೀಕ್ಷಿಸಿರಲಿಲ್ಲ. ಈ ಬಾರಿಯ ಚುನಾವಣೆಯಲ್ಲಿ ಗೆಲುವು ಸಾಧಿಸಿ, ಎಲ್ಲರಲ್ಲೂ ಅಚ್ಚರಿ ಮೂಡಿಸಿದ್ದಾರೆ. [37, 1183, 263, 1266]
bhel-para-4: ಕೆ.ಡಬ್ಲ್ಯೂ.ಐ.ಸಂಸ್ಥೆಯ ಗೌರವ ಉಪಾಧ್ಯಕ್ಷರು, ಮಾತನಾಡಿ ಕನ್ನಡ ಭಾಷೆಯ ಸೊಬಗು ಹಾಗೂ ಶ್ರೀಮಂತಿಕೆಯ ಬಗ್ಗೆ ವಿವರಿಸಿದರು. [37, 1810, 269, 1841]
swatch-light-grey [153, 2371, 173, 2386]
abigail-para-4: ಆದರ ಅಧ್ಯಯನವು ಆರ್ಥಿಕ ವಿಷಯಗಳ ಮೇಲೆ ಹೆಚ್ಚು ಟ್ರಂಪ್ ಮತ್ತು ಪ್ರಭಾವ [284, 446, 486, 475]
page-content [37, 139, 1495, 1892]
masthead [37, 32, 1495, 120]
aps-para-1: ಬೆಂಗಳೂರು,ನ.05:– ಸಹಕಾರ, ಉತ್ಸಾಹ ಮತ್ತು ಕ್ರೀಡಾಪ್ರೇಮದ ಮನೋಭಾವವನ್ನು ಉತ್ತೇಜಿಸುವ ಉದ್ದೇಶದಿಂದ ಆಯೋಜಿಸಲಾಗಿದ್ದ ಸಂಸ್ಥೆ "ಎ.ಪಿ.ಎಸ್. ಒಲಿಂಪಿಕ್ಸ್ ಅನಂತ ಜ್ಯೋತಿ" ಕಾರ್ಯಕ್ರಮಕ್ಕೆ ಇಂದು ಚಾಲನೆ ನೀಡಲಾಯಿತು. [37, 351, 263, 417]
fire-rpara-3: ರನ್‌ವೇಗೆ ಹತ್ತಿರವಿದ್ದ ಹಲವಾರು ಹಳೆಯ ಕಟ್ಟಡಗಳಿಗೆ ಹಾನಿಯಾಗಿದ್ದು, ಬೆಂಕಿ ಹತ್ತಿರವು ಸೂಚಿಸಿದೆ. ತಡೆಯಲು ಅಧಿಕಾರಿಗಳು ತಕ್ಷಣ ಕಾರ್ಯಾಚರಣೆ ಆರಂಭಿಸಿದ್ದಾರೆ. [607, 840, 918, 871]
gurudwara-caption: ನಗರದ ಹಲಸೂರಿನ ಗುರುದ್ವಾರದಲ್ಲಿ ಗುರುನಾನಕ್ ಜಯಂತಿಯನ್ನು ಆಚರಿಸಲಾಯಿತು. ಈ ವೇಳೆ ಮಹಿಳೆಯರಿಂದ ಗಾಯನ ವರ್ಷದಿಕಲಾಯಿತು. [386, 1295, 816, 1307]
resorts-para-10: ಜಿಲ್ಲಾಧಿಕಾರಿಗಳು ಈ ಬಗ್ಗೆ ವಿಸ್ತೃತ ವರದಿ ಸಲ್ಲಿಸುವಂತೆ ತಹಶೀಲ್ದಾರರಿಗೆ ಸೂಚನೆ ನೀಡಿದ್ದಾರೆ. ವರದಿ ಬಂದ ನಂತರ ಮುಂದಿನ ಕ್ರಮ ಕೈಗೊಳ್ಳಲಾಗುವುದು ಎಂದು ತಿಳಿಸಿದ್ದಾರೆ. [1257, 1658, 1479, 1707]
aps-para-2: ಈ ಎರಡು ದಿನಗಳ ಕಾರ್ಯಕ್ರಮದಲ್ಲಿ ವಿದ್ಯಾರ್ಥಿಗಳು ಹಾಗೂ ಸಿಬ್ಬಂದಿ ವೈವಿಧ್ಯಮಯ ಮತ್ತು ತಂಡದ ಕ್ರೀಡೆಗಳಲ್ಲಿ ಭಾಗವಹಿಸಲಿದ್ದಾರೆ. ಉದ್ಘಾಟನಾ ಸಮಾರಂಭದಲ್ಲಿ ಒಲಿಂಪಿಕ್ ಜ್ಯೋತಿಯನ್ನು ಬೆಳಗಿಸುವುದರ ಅರಂಭವಾಯಿತು. ಪ್ರಮುಖ ರಾಜ್ ಮತ್ತು ಕ್ರೀಡಾಪಟುಗಳು ಭಾಗವಹಿಸಿದ್ದರು. [37, 427, 263, 510]
